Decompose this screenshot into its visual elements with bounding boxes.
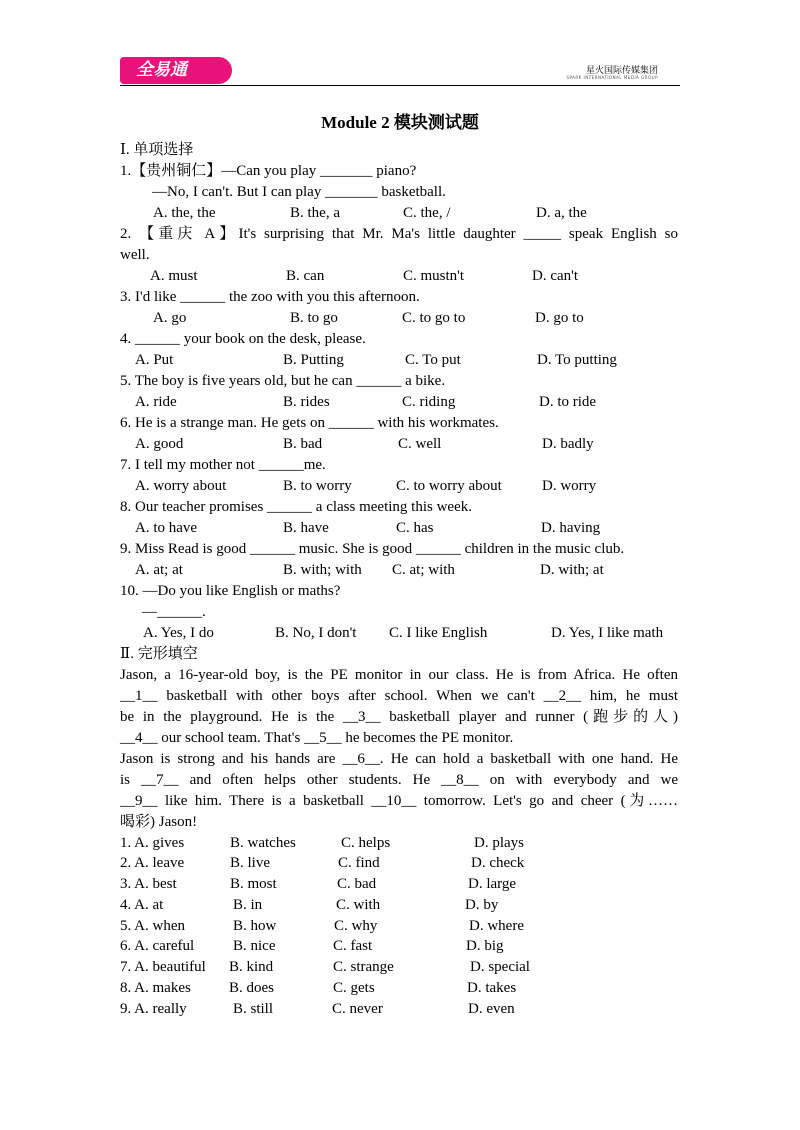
cloze-option-d: D. even (468, 1001, 515, 1017)
option-c: C. the, / (403, 205, 451, 221)
option-a: A. go (153, 310, 187, 326)
question-stem: 1.【贵州铜仁】—Can you play _______ piano? (120, 163, 417, 179)
question-stem: 9. Miss Read is good ______ music. She is good ______ children in the music club. (120, 541, 625, 557)
cloze-option-d: D. special (470, 959, 530, 975)
cloze-option-c: C. helps (341, 835, 391, 851)
passage-line: Jason, a 16-year-old boy, is the PE monitor in our class. He is from Africa. He often (120, 667, 678, 683)
option-d: D. to ride (539, 394, 597, 410)
question-stem: 7. I tell my mother not ______me. (120, 457, 326, 473)
option-d: D. worry (542, 478, 597, 494)
question-stem: 5. The boy is five years old, but he can ______ a bike. (120, 373, 446, 389)
option-c: C. mustn't (403, 268, 465, 284)
page-title: Module 2 模块测试题 (321, 113, 479, 132)
question-stem: 6. He is a strange man. He gets on ______ with his workmates. (120, 415, 499, 431)
cloze-option-a: 3. A. best (120, 876, 177, 892)
cloze-option-c: C. find (338, 855, 380, 871)
cloze-option-a: 4. A. at (120, 897, 164, 913)
cloze-option-d: D. plays (474, 835, 524, 851)
option-a: A. must (150, 268, 198, 284)
passage-line: __9__ like him. There is a basketball __10__ tomorrow. Let's go and cheer (为…… (120, 793, 678, 809)
cloze-option-a: 7. A. beautiful (120, 959, 206, 975)
cloze-option-c: C. gets (333, 980, 375, 996)
option-d: D. a, the (536, 205, 587, 221)
option-c: C. at; with (392, 562, 455, 578)
option-b: B. bad (283, 436, 323, 452)
option-d: D. badly (542, 436, 594, 452)
cloze-option-d: D. takes (467, 980, 517, 996)
option-b: B. rides (283, 394, 330, 410)
option-d: D. with; at (540, 562, 604, 578)
option-b: B. can (286, 268, 325, 284)
cloze-option-a: 2. A. leave (120, 855, 185, 871)
page-header (120, 57, 680, 87)
section-heading: Ⅰ. 单项选择 (120, 142, 194, 158)
cloze-option-c: C. why (334, 918, 378, 934)
option-c: C. I like English (389, 625, 488, 641)
cloze-option-b: B. kind (229, 959, 274, 975)
passage-line: Jason is strong and his hands are __6__. He can hold a basketball with one hand. He (120, 751, 678, 767)
cloze-option-b: B. nice (233, 938, 276, 954)
question-stem-reply: —No, I can't. But I can play _______ basketball. (152, 184, 446, 200)
section-heading: Ⅱ. 完形填空 (120, 646, 198, 662)
option-a: A. Put (135, 352, 174, 368)
cloze-option-a: 1. A. gives (120, 835, 185, 851)
option-b: B. to go (290, 310, 338, 326)
cloze-option-d: D. check (471, 855, 525, 871)
cloze-option-b: B. how (233, 918, 277, 934)
option-b: B. Putting (283, 352, 344, 368)
cloze-option-d: D. large (468, 876, 517, 892)
cloze-option-a: 9. A. really (120, 1001, 187, 1017)
option-c: C. to go to (402, 310, 466, 326)
option-b: B. No, I don't (275, 625, 357, 641)
option-c: C. riding (402, 394, 456, 410)
option-a: A. worry about (135, 478, 227, 494)
passage-line: __4__ our school team. That's __5__ he becomes the PE monitor. (120, 730, 514, 746)
cloze-option-b: B. live (230, 855, 270, 871)
cloze-option-c: C. bad (337, 876, 377, 892)
option-b: B. the, a (290, 205, 340, 221)
question-stem: 8. Our teacher promises ______ a class meeting this week. (120, 499, 472, 515)
cloze-option-d: D. where (469, 918, 524, 934)
cloze-option-a: 6. A. careful (120, 938, 195, 954)
passage-line: be in the playground. He is the __3__ basketball player and runner (跑步的人) (120, 709, 678, 725)
passage-line: is __7__ and often helps other students. He __8__ on with everybody and we (120, 772, 678, 788)
cloze-option-b: B. does (229, 980, 274, 996)
question-stem-continued: well. (120, 247, 150, 263)
cloze-option-b: B. in (233, 897, 263, 913)
question-stem: 3. I'd like ______ the zoo with you this afternoon. (120, 289, 420, 305)
cloze-option-b: B. watches (230, 835, 296, 851)
publisher-name: 星火国际传媒集团 (585, 66, 658, 76)
cloze-option-d: D. big (466, 938, 504, 954)
cloze-option-a: 8. A. makes (120, 980, 191, 996)
option-b: B. with; with (283, 562, 362, 578)
cloze-option-d: D. by (465, 897, 499, 913)
option-c: C. has (396, 520, 434, 536)
option-a: A. Yes, I do (143, 625, 214, 641)
option-a: A. the, the (153, 205, 216, 221)
option-d: D. having (541, 520, 601, 536)
cloze-option-c: C. never (332, 1001, 383, 1017)
cloze-option-b: B. most (230, 876, 277, 892)
cloze-option-c: C. fast (333, 938, 373, 954)
option-c: C. To put (405, 352, 461, 368)
option-a: A. good (135, 436, 184, 452)
option-b: B. have (283, 520, 329, 536)
option-a: A. to have (135, 520, 198, 536)
option-a: A. ride (135, 394, 177, 410)
question-stem: 4. ______ your book on the desk, please. (120, 331, 366, 347)
passage-line: __1__ basketball with other boys after school. When we can't __2__ him, he must (120, 688, 678, 704)
cloze-option-b: B. still (233, 1001, 274, 1017)
question-stem: 10. —Do you like English or maths? (120, 583, 341, 599)
option-c: C. well (398, 436, 442, 452)
cloze-option-a: 5. A. when (120, 918, 185, 934)
option-c: C. to worry about (396, 478, 502, 494)
option-d: D. To putting (537, 352, 617, 368)
question-stem-reply: —______. (142, 604, 206, 620)
brand-logo: 全易通 (120, 57, 232, 84)
cloze-option-c: C. with (336, 897, 381, 913)
question-stem: 2. 【重庆 A】It's surprising that Mr. Ma's little daughter _____ speak English so (120, 226, 678, 242)
option-d: D. Yes, I like math (551, 625, 664, 641)
passage-line: 喝彩) Jason! (120, 814, 198, 830)
header-divider (120, 85, 680, 86)
option-b: B. to worry (283, 478, 352, 494)
publisher-name-en: SPARK INTERNATIONAL MEDIA GROUP (566, 75, 658, 80)
option-a: A. at; at (135, 562, 183, 578)
option-d: D. can't (532, 268, 579, 284)
cloze-option-c: C. strange (333, 959, 394, 975)
option-d: D. go to (535, 310, 584, 326)
